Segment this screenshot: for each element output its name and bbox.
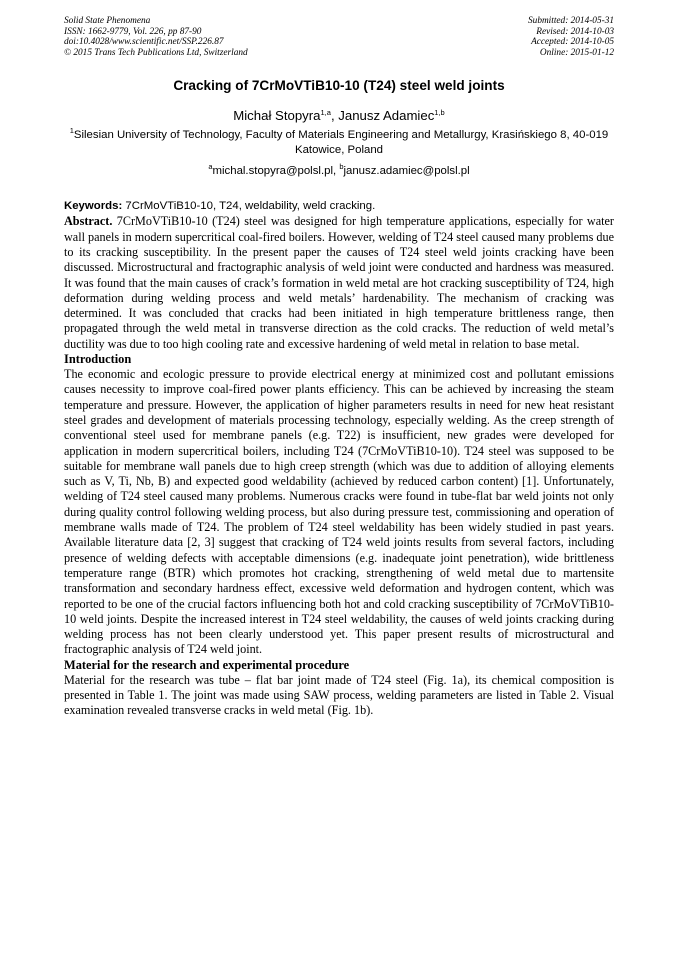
email-link[interactable]: janusz.adamiec@polsl.pl — [343, 165, 470, 178]
section-heading-introduction: Introduction — [64, 352, 132, 367]
email-superscript: a — [208, 162, 213, 172]
journal-info — [64, 16, 248, 58]
abstract-label: Abstract. — [64, 214, 113, 229]
paper-title: Cracking of 7CrMoVTiB10-10 (T24) steel weld joints — [173, 78, 505, 94]
journal-issn: ISSN: 1662-9779, Vol. 226, pp 87-90 — [64, 26, 202, 37]
journal-header — [64, 16, 614, 58]
affiliation — [64, 128, 614, 158]
journal-copyright: © 2015 Trans Tech Publications Ltd, Switzerland — [64, 47, 248, 58]
section-heading-material: Material for the research and experimental procedure — [64, 657, 350, 672]
email-superscript: b — [339, 162, 344, 172]
keywords-label: Keywords: — [64, 200, 123, 213]
date-submitted: Submitted: 2014-05-31 — [528, 16, 614, 26]
author-name: Janusz Adamiec — [338, 108, 435, 124]
affiliation-text: Silesian University of Technology, Faculty of Materials Engineering and Metallurgy, Krasińskiego 8, 40-019 Katowice, Poland — [73, 129, 609, 157]
email-link[interactable]: michal.stopyra@polsl.pl — [212, 165, 333, 178]
journal-name: Solid State Phenomena — [64, 16, 151, 26]
section-text-material: Material for the research was tube – flat bar joint made of T24 steel (Fig. 1a), its chemical composition is presented in Table 1. The joint was made using SAW process, welding parameters are listed in Table 2. Visual examination revealed transverse cracks in weld metal (Fig. 1b). — [64, 672, 614, 718]
date-online: Online: 2015-01-12 — [539, 47, 614, 58]
journal-doi: doi:10.4028/www.scientific.net/SSP.226.87 — [64, 37, 224, 48]
author-superscript: 1,a — [320, 108, 331, 118]
author-name: Michał Stopyra — [233, 108, 321, 124]
date-revised: Revised: 2014-10-03 — [536, 26, 614, 37]
date-accepted: Accepted: 2014-10-05 — [531, 37, 614, 48]
abstract-text: 7CrMoVTiB10-10 (T24) steel was designed for high temperature applications, especially for water wall panels in modern supercritical coal-fired boilers. However, welding of T24 steel caused many problems due to its cracking susceptibility. In the present paper the causes of T24 steel weld joints cracking have been discussed. Microstructural and fractographic analysis of weld joint were conducted and hardness was measured. It was found that the main causes of crack’s formation in weld metal are hot cracking susceptibility of T24, high deformation during welding process and weld metals’ hardenability. The mechanism of cracking was determined. It was concluded that cracks had been initiated in high temperature brittleness range, then propagated through the weld metal in transverse direction as the cold cracks. The reduction of weld metal’s ductility was due to too high cooling rate and excessive hardening of weld metal in relation to base metal. — [64, 214, 614, 351]
keywords — [64, 199, 614, 214]
author-list: Michał Stopyra$^{1,a}$, Janusz Adamiec$^{1,b}$ — [233, 108, 445, 124]
affiliation-superscript: 1 — [69, 126, 74, 136]
author-emails: $^a$michal.stopyra@polsl.pl, $^b$janusz.adamiec@polsl.pl — [208, 162, 470, 178]
author-superscript: 1,b — [434, 108, 445, 118]
section-text-introduction: The economic and ecologic pressure to provide electrical energy at minimized cost and pollutant emissions causes necessity to improve coal-fired power plants efficiency. This can be achieved by increasing the steam temperature and pressure. However, the application of higher parameters results in need for new heat resistant steel grades and development of materials processing technology, especially welding. As the creep strength of conventional steel used for membrane panels (e.g. T22) is insufficient, new grades were developed for application in modern supercritical boilers, including T24 (7CrMoVTiB10-10). T24 steel was supposed to be suitable for membrane wall panels due to high creep strength (which was due to addition of alloying elements such as V, Ti, Nb, B) and expected good weldability (achieved by reduced carbon content) [1]. Unfortunately, welding of T24 steel caused many problems. Numerous cracks were found in tube-flat bar weld joints not only during quality control following welding process, but also during pressure test, commissioning and operation of membrane walls made of T24. The problem of T24 steel weldability has been widely studied in past years. Available literature data [2, 3] suggest that cracking of T24 weld joints results from several factors, including presence of welding defects with acceptable dimensions (e.g. inadequate joint penetration), wide brittleness temperature range (BTR) which promotes hot cracking, strengthening of weld metal due to martensite transformation and secondary hardness effect, excessive weld deformation and hydrogen content, which was reported to be one of the crucial factors influencing both hot and cold cracking susceptibility of 7CrMoVTiB10-10 weld joints. Despite the increased interest in T24 steel weldability, the causes of weld joints cracking during welding process has not been clearly understood yet. This paper present results of microstructural and fractographic analysis of T24 weld joint. — [64, 367, 614, 657]
keywords-text: 7CrMoVTiB10-10, T24, weldability, weld cracking. — [125, 200, 376, 213]
article-dates — [528, 16, 614, 58]
abstract — [64, 214, 614, 352]
